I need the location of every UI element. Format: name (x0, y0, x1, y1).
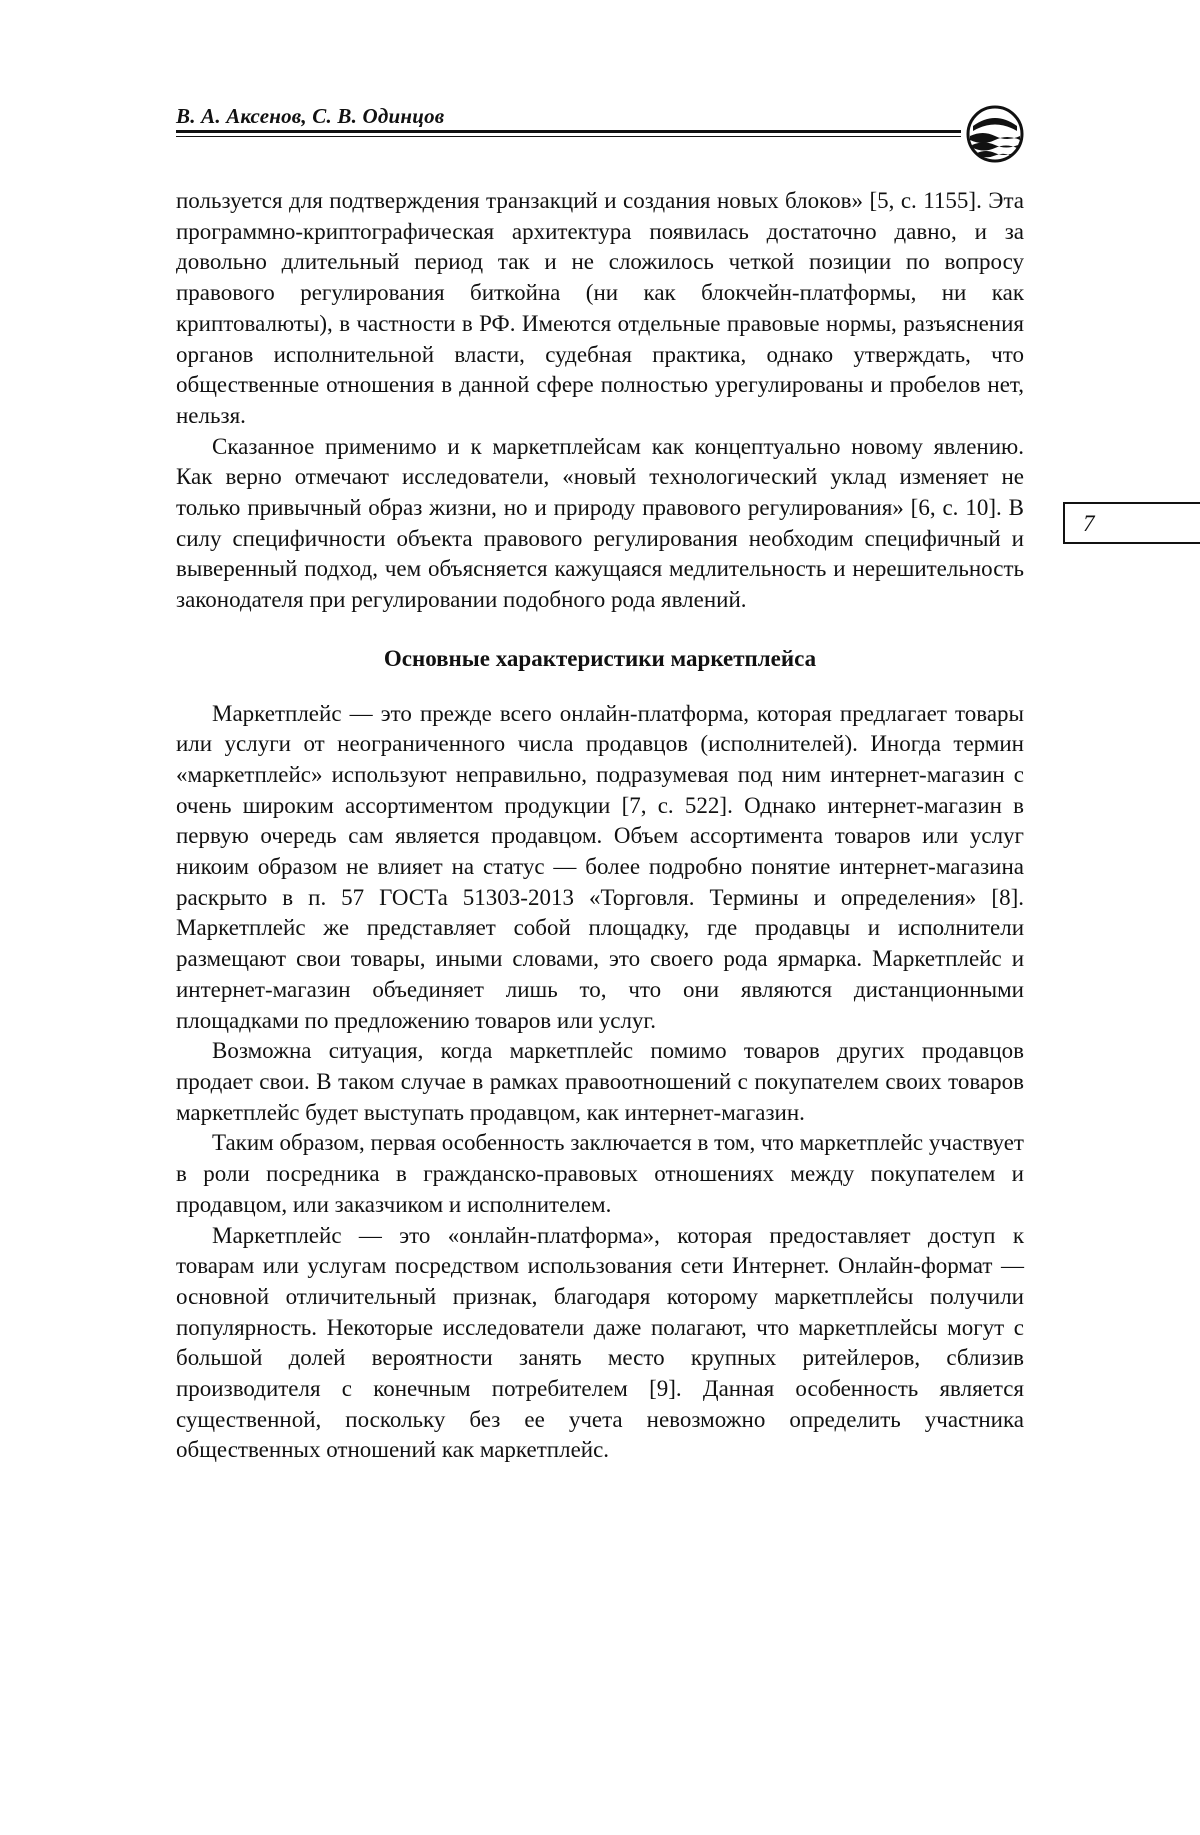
main-text (176, 186, 1024, 1466)
header-rule-thin (176, 136, 961, 137)
paragraph: Маркетплейс — это «онлайн-платформа», которая предоставляет доступ к товарам или услугам посредством использования сети Интернет. Онлайн-формат — основной отличительный признак, благодаря которому маркетплейсы получили популярность. Некоторые исследователи даже полагают, что маркетплейсы могут с большой долей вероятности занять место крупных ритейлеров, сблизив производителя с конечным потребителем [9]. Данная особенность является существенной, поскольку без ее учета невозможно определить участника общественных отношений как маркетплейс. (176, 1222, 1024, 1463)
paragraph: Маркетплейс — это прежде всего онлайн-платформа, которая предлагает товары или услуги от неограниченного числа продавцов (исполнителей). Иногда термин «маркетплейс» используют неправильно, подразумевая под ним интернет-магазин с очень широким ассортиментом продукции [7, с. 522]. Однако интернет-магазин в первую очередь сам является продавцом. Объем ассортимента товаров или услуг никоим образом не влияет на статус — более подробно понятие интернет-магазина раскрыто в п. 57 ГОСТа 51303-2013 «Торговля. Термины и определения» [8]. Маркетплейс же представляет собой площадку, где продавцы и исполнители размещают свои товары, иными словами, это своего рода ярмарка. Маркетплейс и интернет-магазин объединяет лишь то, что они являются дистанционными площадками по предложению товаров или услуг. (176, 700, 1024, 1033)
paragraph: Таким образом, первая особенность заключается в том, что маркетплейс участвует в роли посредника в гражданско-правовых отношениях между покупателем и продавцом, или заказчиком и исполнителем. (176, 1130, 1024, 1217)
paragraph-continued: пользуется для подтверждения транзакций и создания новых блоков» [5, с. 1155]. Эта программно-криптографическая архитектура появилась достаточно давно, и за довольно длительный период так и не сложилось четкой позиции по вопросу правового регулирования биткойна (ни как блокчейн-платформы, ни как криптовалюты), в частности в РФ. Имеются отдельные правовые нормы, разъяснения органов исполнительной власти, судебная практика, однако утверждать, что общественные отношения в данной сфере полностью урегулированы и пробелов нет, нельзя. (176, 188, 1024, 428)
paragraph: Сказанное применимо и к маркетплейсам как концептуально новому явлению. Как верно отмечают исследователи, «новый технологический уклад изменяет не только привычный образ жизни, но и природу правового регулирования» [6, с. 10]. В силу специфичности объекта правового регулирования необходим специфичный и выверенный подход, чем объясняется кажущаяся медлительность и нерешительность законодателя при регулировании подобного рода явлений. (176, 433, 1024, 613)
page-number-box (1063, 502, 1200, 544)
publisher-logo-icon (965, 104, 1025, 164)
page-number: 7 (1083, 511, 1095, 536)
paragraph: Возможна ситуация, когда маркетплейс помимо товаров других продавцов продает свои. В таком случае в рамках правоотношений с покупателем своих товаров маркетплейс будет выступать продавцом, как интернет-магазин. (176, 1038, 1024, 1125)
section-heading: Основные характеристики маркетплейса (383, 645, 817, 671)
running-head-authors: В. А. Аксенов, С. В. Одинцов (176, 104, 445, 128)
header-rule-thick (176, 130, 961, 133)
